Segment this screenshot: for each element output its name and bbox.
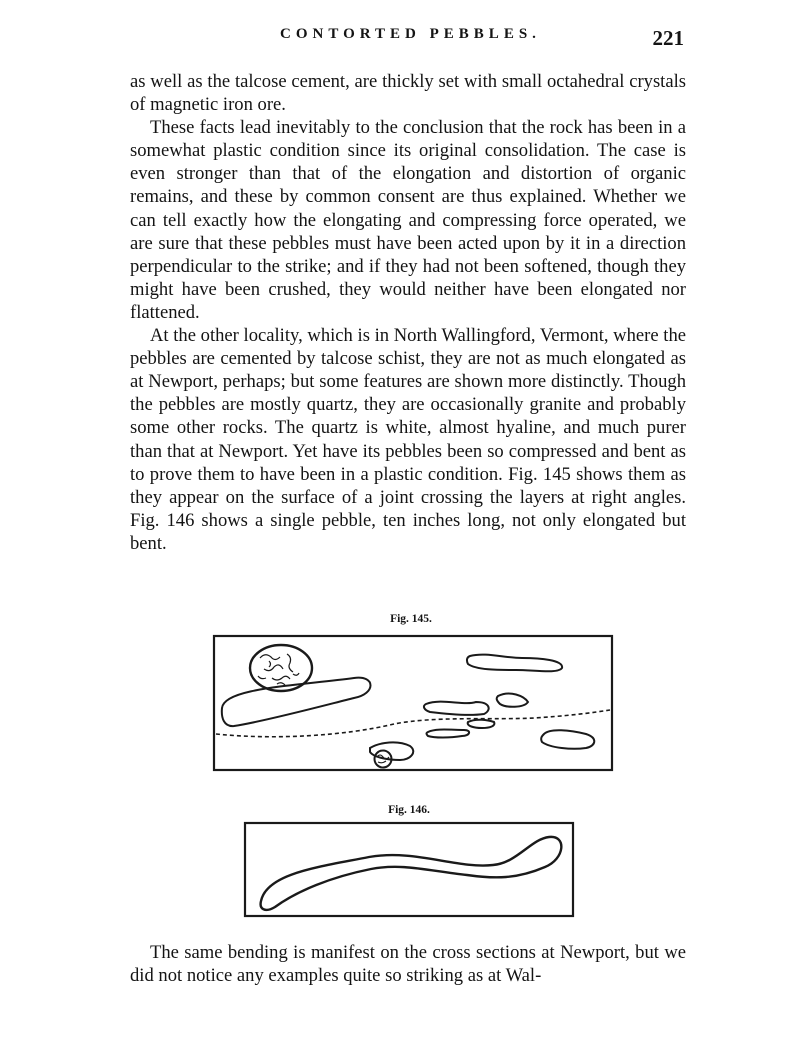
pebble-lower-center [468, 720, 495, 728]
fig-145-illustration [214, 636, 614, 772]
fig-146-frame [245, 823, 573, 916]
joint-line [216, 710, 610, 737]
page-number: 221 [652, 26, 684, 50]
body-text-top [130, 70, 686, 555]
pebble-middle [424, 702, 489, 715]
paragraph-bending: The same bending is manifest on the cross sections at Newport, but we did not notice any examples quite so striking as at Wal- [130, 942, 686, 987]
fig-146-caption: Fig. 146. [388, 804, 430, 816]
fig-145-caption: Fig. 145. [390, 613, 432, 625]
fig-146-illustration [245, 823, 575, 919]
page-header [130, 22, 690, 52]
running-head: CONTORTED PEBBLES. [280, 26, 541, 42]
elongated-pebble-large [222, 678, 371, 726]
granite-pebble-texture [258, 654, 299, 685]
pebble-middle-upper [497, 694, 528, 707]
paragraph-plastic-condition: These facts lead inevitably to the conclusion that the rock has been in a somewhat plastic condition since its original consolidation. The case is even stronger than that of the elongation and distortion of organic remains, and these by common consent are thus explained. Whether we can tell exactly how the elongating and compressing force operated, we are sure that these pebbles must have been acted upon by it in a direction perpendicular to the strike; and if they had not been softened, though they might have been crushed, they would neither have been elongated nor flattened. [130, 117, 686, 323]
pebble-top-right [467, 655, 562, 672]
paragraph-continuation: as well as the talcose cement, are thickly set with small octahedral crystals of magnetic iron ore. [130, 71, 686, 116]
pebble-lower-right [541, 730, 594, 749]
bent-pebble [261, 837, 562, 910]
body-text-bottom [130, 941, 686, 987]
paragraph-wallingford: At the other locality, which is in North Wallingford, Vermont, where the pebbles are cemented by talcose schist, they are not as much elongated as at Newport, perhaps; but some features are shown more distinctly. Though the pebbles are mostly quartz, they are occasionally granite and probably some other rocks. The quartz is white, almost hyaline, and much purer than that at Newport. Yet have its pebbles been so compressed and bent as to prove them to have been in a plastic condition. Fig. 145 shows them as they appear on the surface of a joint crossing the layers at right angles. Fig. 146 shows a single pebble, ten inches long, not only elongated but bent. [130, 325, 686, 554]
pebble-lower-middle [427, 730, 470, 738]
